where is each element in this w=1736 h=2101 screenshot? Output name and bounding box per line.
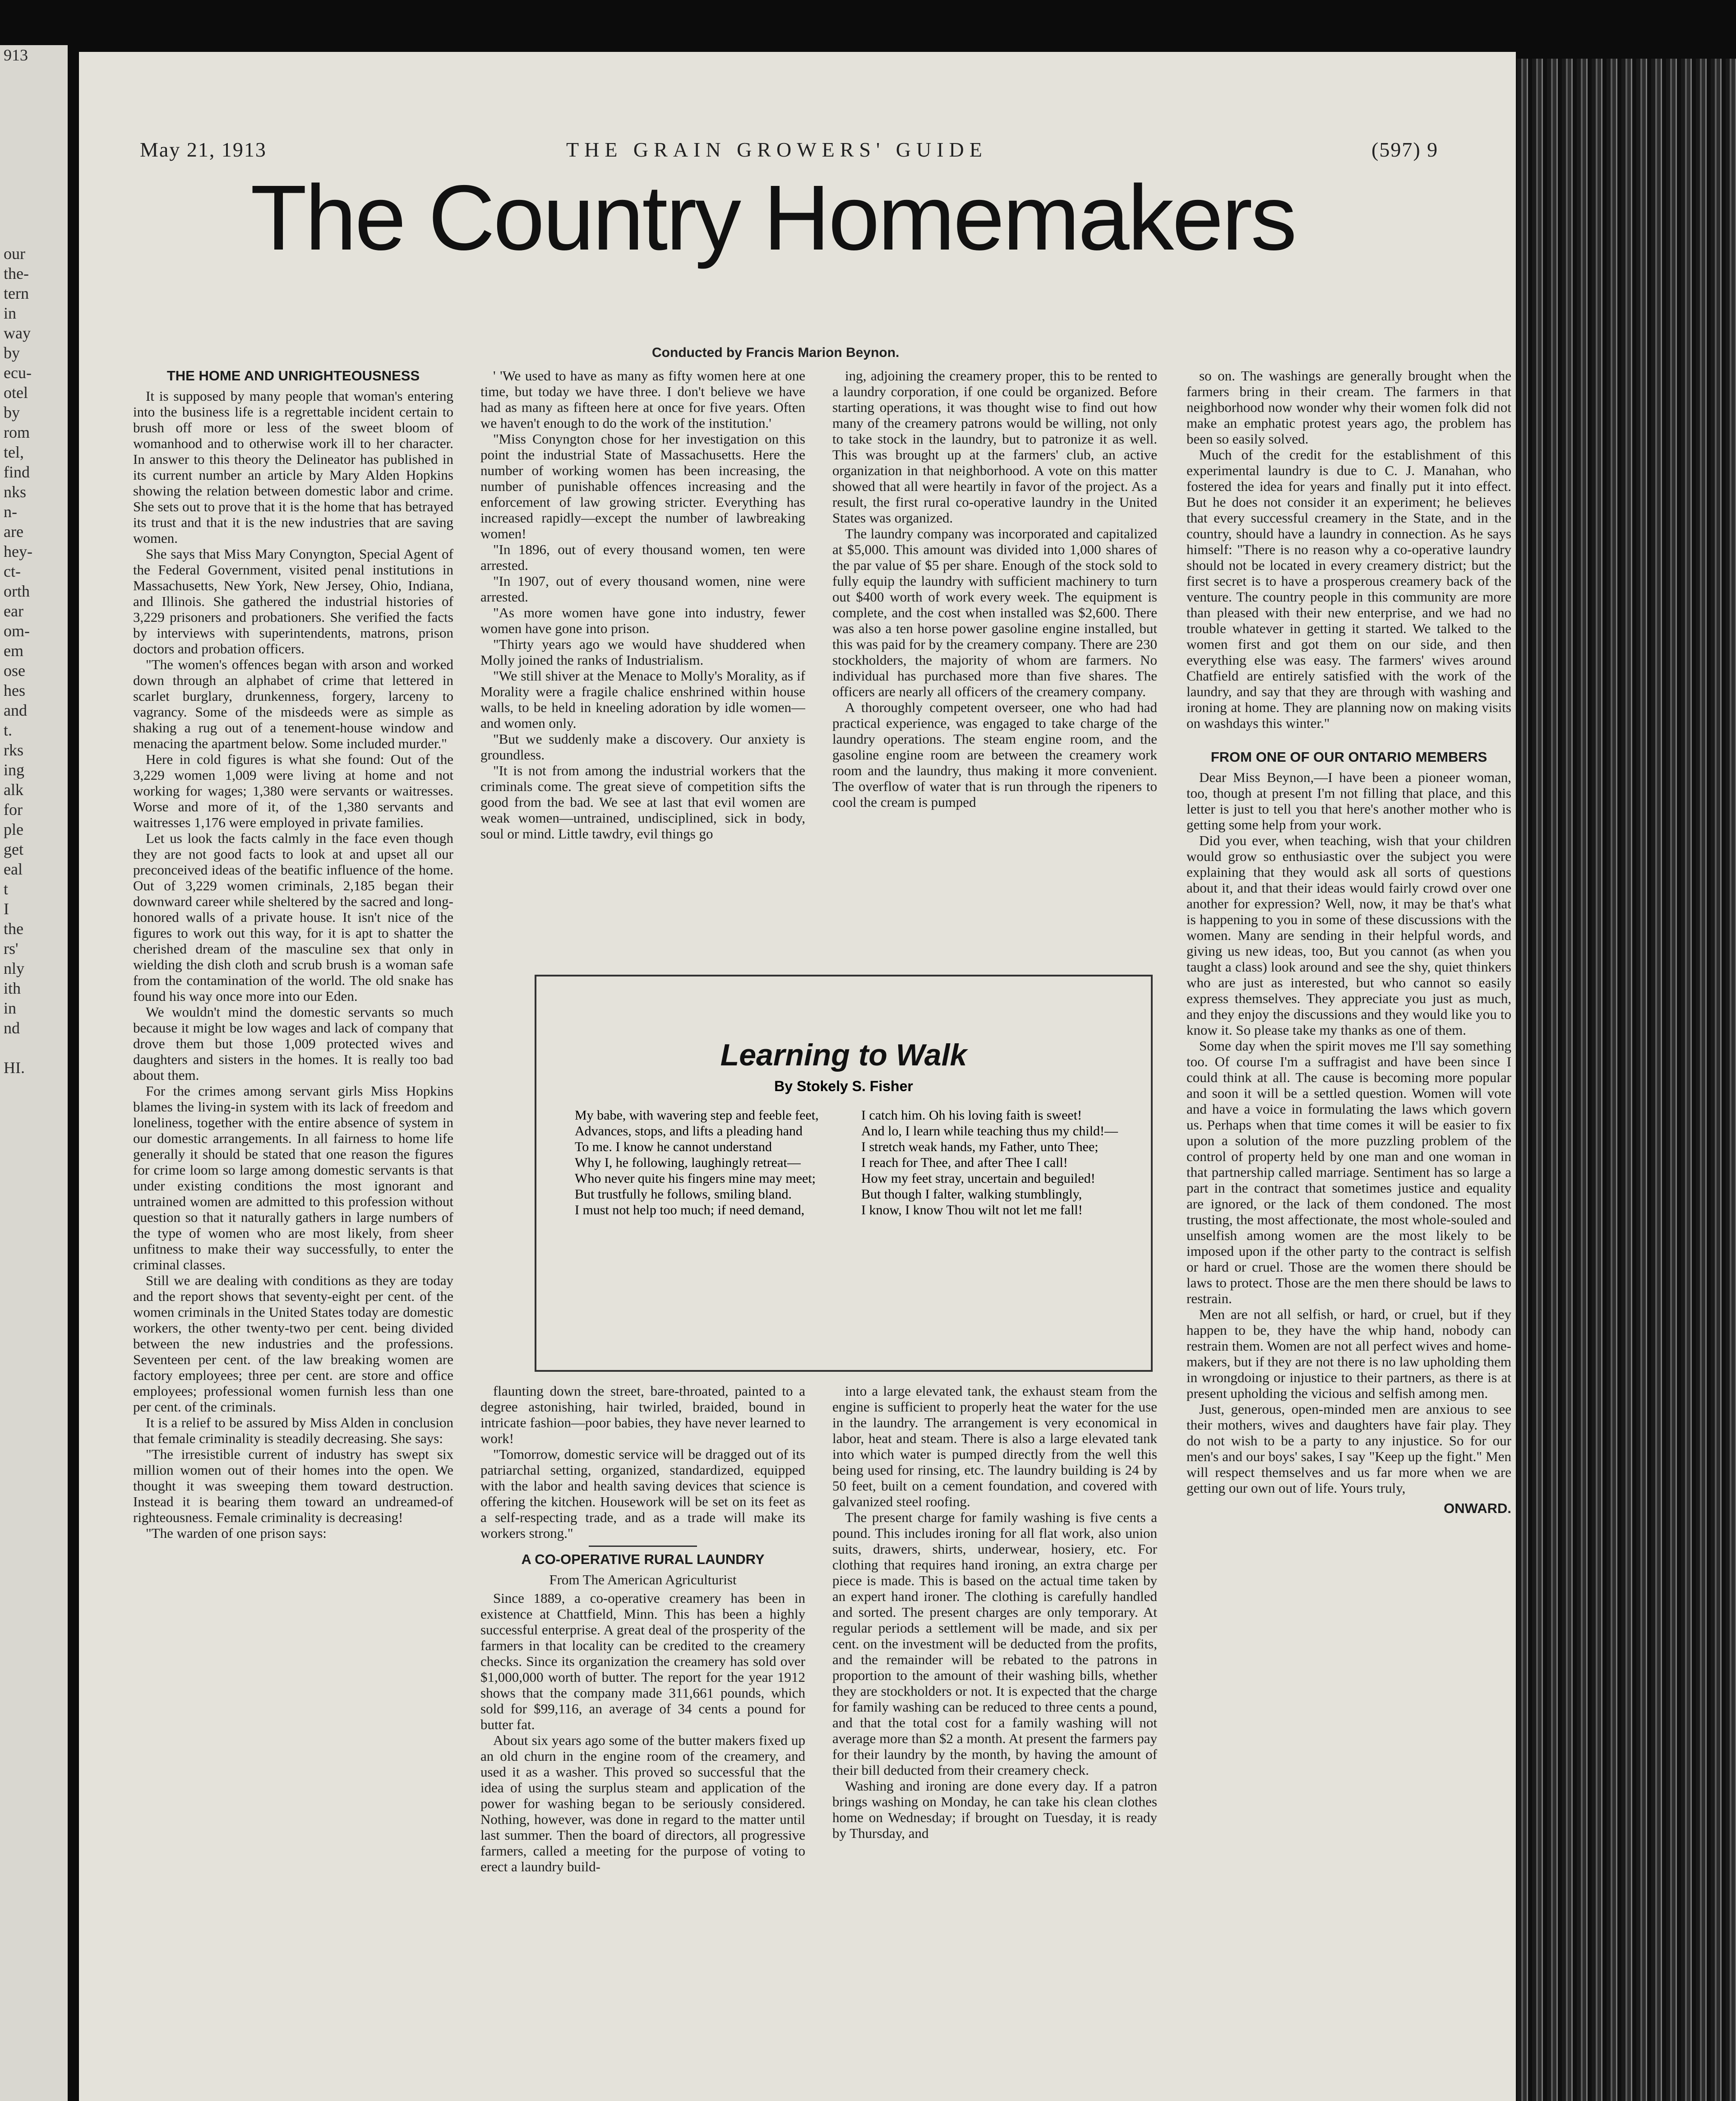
facing-page-fragment: tel, <box>4 443 24 461</box>
paragraph: Still we are dealing with conditions as they are today and the report shows that seventy-eight per cent. of the women criminals in the United States today are domestic workers, the other twenty-two per cent. being divided between the new industries and the professions. Seventeen per cent. of the law breaking women are factory employees; three per cent. are store and office employees; professional women furnish less than one per cent. of the criminals. <box>133 1273 453 1415</box>
facing-page-fragment: t <box>4 880 9 898</box>
poem-line: But trustfully he follows, smiling bland. <box>575 1187 792 1202</box>
facing-page-fragment: in <box>4 999 17 1017</box>
divider <box>589 1546 697 1547</box>
paragraph: "As more women have gone into industry, fewer women have gone into prison. <box>480 605 805 636</box>
poem-line: And lo, I learn while teaching thus my child!— <box>861 1124 1118 1138</box>
facing-page-fragment: by <box>4 344 20 362</box>
paragraph: A thoroughly competent overseer, one who had had practical experience, was engaged to take charge of the laundry operations. The steam engine room, and the gasoline engine room are between the creamery work room and the laundry, thus making it more convenient. The overflow of water that is run through the ripeners to cool the cream is pumped <box>832 699 1157 810</box>
paragraph: Much of the credit for the establishment of this experimental laundry is due to C. J. Manahan, who fostered the idea for years and finally put it into effect. But he does not consider it an experiment; he believes that every successful creamery in the State, and in the country, should have a laundry in connection. As he says himself: "There is no reason why a co-operative laundry should not be located in every creamery district; but the first secret is to have a prosperous creamery back of the venture. The country people in this community are more than pleased with their new enterprise, and we had no trouble whatever in getting it started. We talked to the women first and got them on our side, and then everything else was easy. The farmers' wives around Chatfield are entirely satisfied with the work of the laundry, and say that they are through with washing and ironing at home. They are planning now on making visits on washdays this winter." <box>1187 447 1511 731</box>
paragraph: ing, adjoining the creamery proper, this to be rented to a laundry corporation, if one could be organized. Before starting operations, it was thought wise to find out how many of the creamery patrons would be willing, not only to take stock in the laundry, but to patronize it as well. This was brought up at the farmers' club, an active organization in that neighborhood. A vote on this matter showed that all were heartily in favor of the project. As a result, the first rural co-operative laundry in the United States was organized. <box>832 368 1157 526</box>
paragraph: ' 'We used to have as many as fifty women here at one time, but today we have three. I don't believe we have had as many as fifteen here at once for five years. Often we haven't enough to do the work of the institution.' <box>480 368 805 431</box>
facing-page-fragment: way <box>4 324 31 342</box>
article-body <box>480 1383 805 1541</box>
column-4 <box>1187 368 1511 2092</box>
poem-title: Learning to Walk <box>720 1038 967 1072</box>
column-2-bottom <box>480 1383 805 2092</box>
page-edges <box>1502 59 1736 2101</box>
facing-page-fragment: rom <box>4 423 30 441</box>
section-title: The Country Homemakers <box>250 166 1295 269</box>
facing-page-fragment: I <box>4 900 9 918</box>
page-number: (597) 9 <box>1371 138 1439 161</box>
poem-right-stanza <box>861 1107 1141 1218</box>
article-heading: THE HOME AND UNRIGHTEOUSNESS <box>166 368 420 384</box>
article-body <box>480 368 805 842</box>
paragraph: Did you ever, when teaching, wish that your children would grow so enthusiastic over the subject you were explaining that they would ask all sorts of questions about it, and that their ideas would fairly crowd over one another for expression? Well, now, it may be that's what is happening to you in some of these discussions with the women. Many are sending in their helpful words, and giving us new ideas, too, But you cannot (as when you taught a class) look around and see the shy, quiet thinkers who are just as interested, but who cannot so easily express themselves. They appreciate you just as much, and they enjoy the discussions and they would like you to know it. So please take my thanks as one of them. <box>1187 833 1511 1038</box>
facing-page-fragment: ear <box>4 602 23 620</box>
facing-page-fragment <box>0 164 68 184</box>
poem-line: Why I, he following, laughingly retreat— <box>575 1155 801 1170</box>
paragraph: "We still shiver at the Menace to Molly's Morality, as if Morality were a fragile chalice enshrined within house walls, to be held in kneeling adoration by idle women—and women only. <box>480 668 805 731</box>
article-source: From The American Agriculturist <box>549 1572 737 1587</box>
paragraph: "The irresistible current of industry has swept six million women out of their homes into the open. We thought it was sweeping them toward destruction. Instead it is bearing them toward an undreamed-of righteousness. Female criminality is decreasing! <box>133 1446 453 1525</box>
poem-box <box>535 975 1153 1372</box>
facing-page-fragment: n- <box>4 503 17 521</box>
facing-page-fragment: t. <box>4 721 13 739</box>
facing-page-fragment <box>0 1038 68 1058</box>
poem-line: I reach for Thee, and after Thee I call! <box>861 1155 1068 1170</box>
editor-credit: Conducted by Francis Marion Beynon. <box>652 345 900 360</box>
poem-line: I must not help too much; if need demand, <box>575 1203 805 1217</box>
facing-page-fragment <box>0 105 68 125</box>
paragraph: Men are not all selfish, or hard, or cruel, but if they happen to be, they have the whip hand, nobody can restrain them. Women are not all perfect wives and home-makers, but if they are not there is no law upholding them in wrongdoing or injustice to their partners, as there is at present upholding the vicious and selfish among men. <box>1187 1306 1511 1401</box>
facing-page-fragment: HI. <box>4 1059 25 1077</box>
poem-line: My babe, with wavering step and feeble feet, <box>575 1108 819 1123</box>
paragraph: It is supposed by many people that woman's entering into the business life is a regrettable incident certain to brush off more or less of the sweet bloom of womanhood and to otherwise work ill to her character. In answer to this theory the Delineator has published in its current number an article by Mary Alden Hopkins showing the relation between domestic labor and crime. She sets out to prove that it is the home that has betrayed its trust and that it is the new industries that are saving women. <box>133 388 453 546</box>
paragraph: The laundry company was incorporated and capitalized at $5,000. This amount was divided into 1,000 shares of the par value of $5 per share. Enough of the stock sold to fully equip the laundry with sufficient machinery to turn out $400 worth of work every week. The equipment is complete, and the cost when installed was $2,600. There was also a ten horse power gasoline engine installed, but this was paid for by the creamery company. There are 230 stockholders, the majority of whom are farmers. No individual has purchased more than five shares. The officers are nearly all officers of the creamery company. <box>832 526 1157 699</box>
facing-page-fragment <box>0 125 68 144</box>
facing-page-fragment: for <box>4 801 23 819</box>
facing-page-fragment: rs' <box>4 939 18 958</box>
facing-page-fragment: rks <box>4 741 23 759</box>
facing-page-fragment: get <box>4 840 23 858</box>
facing-page-fragment: ct- <box>4 562 21 580</box>
facing-page-fragment <box>0 65 68 85</box>
facing-page-fragment: alk <box>4 781 23 799</box>
poem-line: I stretch weak hands, my Father, unto Thee; <box>861 1139 1099 1154</box>
poem-line: Who never quite his fingers mine may meet; <box>575 1171 816 1186</box>
facing-page-fragment <box>0 204 68 224</box>
paragraph: Let us look the facts calmly in the face even though they are not good facts to look at and upset all our preconceived ideas of the beatific influence of the home. Out of 3,229 women criminals, 2,185 began their downward career while sheltered by the sacred and long-honored walls of a private house. It isn't nice of the figures to work out this way, for it is apt to shatter the cherished dream of the masculine sex that only in wielding the dish cloth and scrub brush is a woman safe from the contamination of the world. The old snake has found his way once more into our Eden. <box>133 830 453 1004</box>
facing-page-fragment: and <box>4 701 27 719</box>
paragraph: The present charge for family washing is five cents a pound. This includes ironing for all flat work, also union suits, drawers, shirts, underwear, hosiery, etc. For clothing that requires hand ironing, an extra charge per piece is made. This is based on the actual time taken by an expert hand ironer. The clothing is carefully handled and sorted. The present charges are only temporary. At regular periods a settlement will be made, and six per cent. on the investment will be deducted from the profits, and the remainder will be rebated to the patrons in proportion to the amount of their washing bills, whether they are stockholders or not. It is expected that the charge for family washing can be reduced to three cents a pound, and that the total cost for a family washing will not average more than $2 a month. At present the farmers pay for their laundry by the month, by having the amount of their bill deducted from their creamery check. <box>832 1509 1157 1778</box>
article-body <box>832 1383 1157 1841</box>
facing-page-fragment: ecu- <box>4 364 32 382</box>
facing-page-fragment: hes <box>4 681 25 699</box>
paragraph: About six years ago some of the butter makers fixed up an old churn in the engine room of the creamery, and used it as a washer. This proved so successful that the idea of using the surplus steam and application of the power for washing began to be seriously considered. Nothing, however, was done in regard to the matter until last summer. Then the board of directors, all progressive farmers, called a meeting for the purpose of voting to erect a laundry build- <box>480 1732 805 1874</box>
article-heading: A CO-OPERATIVE RURAL LAUNDRY <box>521 1551 765 1567</box>
paragraph: Some day when the spirit moves me I'll say something too. Of course I'm a suffragist and have been since I could think at all. The cause is becoming more popular and soon it will be a settled question. Women will vote and have a voice in formulating the laws which govern us. Perhaps when that time comes it will be easier to fix upon a solution of the more puzzling problem of the control of property held by one man and one woman in that partnership called marriage. Sentiment has so large a part in the contract that sometimes justice and equality are ignored, or the lack of them condoned. The most trusting, the most affectionate, the most whole-souled and unselfish among women are the most likely to be imposed upon if the other party to the contract is selfish or hard or cruel. Those are the women there should be laws to protect. Those are the men there should be laws to restrain. <box>1187 1038 1511 1306</box>
facing-page-fragment: are <box>4 523 23 541</box>
paragraph: Just, generous, open-minded men are anxious to see their mothers, wives and daughters have fair play. They do not wish to be a party to any injustice. So for our men's and our boys' sakes, I say "Keep up the fight." Men will respect themselves and us far more when we are getting our own out of life. Yours truly, <box>1187 1401 1511 1496</box>
paragraph: so on. The washings are generally brought when the farmers bring in their cream. The farmers in that neighborhood now wonder why their women folk did not make an emphatic protest years ago, the problem has been so easily solved. <box>1187 368 1511 447</box>
letter-heading: FROM ONE OF OUR ONTARIO MEMBERS <box>1210 749 1487 765</box>
article-body <box>832 368 1157 810</box>
paragraph: It is a relief to be assured by Miss Alden in conclusion that female criminality is steadily decreasing. She says: <box>133 1415 453 1446</box>
facing-page-sliver <box>0 45 68 2101</box>
facing-page-fragment: find <box>4 463 30 481</box>
paragraph: "In 1907, out of every thousand women, nine were arrested. <box>480 573 805 605</box>
facing-page-fragment: 913 <box>4 46 28 64</box>
facing-page-fragment: nks <box>4 483 27 501</box>
paragraph: into a large elevated tank, the exhaust steam from the engine is sufficient to properly heat the water for the use in the laundry. The arrangement is very economical in labor, heat and steam. There is also a large elevated tank into which water is pumped directly from the well this being used for rinsing, etc. The laundry building is 24 by 50 feet, built on a cement foundation, and covered with galvanized steel roofing. <box>832 1383 1157 1509</box>
column-2-top <box>480 368 805 963</box>
facing-page-fragment: by <box>4 403 20 421</box>
facing-page-fragment <box>0 224 68 244</box>
facing-page-fragment <box>0 144 68 164</box>
column-1 <box>133 368 453 2092</box>
poem-line: I know, I know Thou wilt not let me fall! <box>861 1203 1083 1217</box>
paper-name: THE GRAIN GROWERS' GUIDE <box>566 138 988 161</box>
letter-signature: ONWARD. <box>1444 1500 1511 1516</box>
facing-page-fragment: ose <box>4 662 25 680</box>
facing-page-fragment: nly <box>4 959 25 977</box>
paragraph: She says that Miss Mary Conyngton, Special Agent of the Federal Government, visited penal institutions in Massachusetts, New York, New Jersey, Ohio, Indiana, and Illinois. She gathered the industrial histories of 3,229 prisoners and probationers. She verified the facts by interviews with superintendents, matrons, prison doctors and probation officers. <box>133 546 453 657</box>
poem-author: By Stokely S. Fisher <box>774 1078 913 1094</box>
facing-page-fragment: our <box>4 245 25 263</box>
facing-page-fragment: ing <box>4 761 25 779</box>
facing-page-fragment: om- <box>4 622 30 640</box>
facing-page-fragment: otel <box>4 384 28 402</box>
paragraph: "The warden of one prison says: <box>146 1525 327 1541</box>
article-body <box>133 388 453 1541</box>
letter-body <box>1187 769 1511 1496</box>
paragraph: flaunting down the street, bare-throated, painted to a degree astonishing, hair twirled, braided, bound in intricate fashion—poor babies, they have never learned to work! <box>480 1383 805 1446</box>
article-body <box>480 1590 805 1874</box>
paragraph: "The women's offences began with arson and worked down through an alphabet of crime that lettered in scarlet burglary, drunkenness, forgery, larceny to vagrancy. Some of the misdeeds were as simple as shaking a rug out of a tenement-house window and menacing the apartment below. Some included murder." <box>133 657 453 751</box>
paragraph: Dear Miss Beynon,—I have been a pioneer woman, too, though at present I'm not filling that place, and this letter is just to tell you that here's another mother who is getting some help from your work. <box>1187 769 1511 833</box>
paragraph: "Tomorrow, domestic service will be dragged out of its patriarchal setting, organized, standardized, equipped with the labor and health saving devices that science is offering the kitchen. Housework will be set on its feet as a self-respecting trade, and as a trade will make its workers strong." <box>480 1446 805 1541</box>
facing-page-fragment: nd <box>4 1019 20 1037</box>
poem-line: Advances, stops, and lifts a pleading hand <box>575 1124 803 1138</box>
facing-page-fragment: ith <box>4 979 21 997</box>
facing-page-fragment: ple <box>4 820 23 838</box>
article-body <box>1187 368 1511 731</box>
facing-page-fragment: in <box>4 304 17 322</box>
paragraph: "But we suddenly make a discovery. Our anxiety is groundless. <box>480 731 805 763</box>
facing-page-fragment: hey- <box>4 542 32 560</box>
paragraph: "It is not from among the industrial workers that the criminals come. The great sieve of competition sifts the good from the bad. We see at last that evil women are weak women—untrained, undisciplined, sick in body, soul or mind. Little tawdry, evil things go <box>480 763 805 842</box>
poem-line: But though I falter, walking stumblingly, <box>861 1187 1082 1202</box>
poem-line: I catch him. Oh his loving faith is sweet! <box>861 1108 1082 1123</box>
facing-page-fragment: tern <box>4 284 29 302</box>
facing-page-fragment: eal <box>4 860 23 878</box>
paragraph: Washing and ironing are done every day. If a patron brings washing on Monday, he can take his clean clothes home on Wednesday; if brought on Tuesday, it is ready by Thursday, and <box>832 1778 1157 1841</box>
facing-page-fragment: orth <box>4 582 30 600</box>
newspaper-page <box>79 52 1516 2101</box>
paragraph: "Miss Conyngton chose for her investigation on this point the industrial State of Massachusetts. Here the number of working women has been increasing, the number of punishable offences increasing and the enforcement of law growing stricter. Everything has increased rapidly—except the number of lawbreaking women! <box>480 431 805 541</box>
column-3-bottom <box>832 1383 1157 2092</box>
paragraph: Since 1889, a co-operative creamery has been in existence at Chattfield, Minn. This has been a highly successful enterprise. A great deal of the prosperity of the farmers in that locality can be credited to the creamery checks. Since its organization the creamery has sold over $1,000,000 worth of butter. The report for the year 1912 shows that the company made 311,661 pounds, which sold for $99,116, an average of 34 cents a pound for butter fat. <box>480 1590 805 1732</box>
facing-page-fragment: em <box>4 642 23 660</box>
facing-page-fragment: the <box>4 920 23 938</box>
paragraph: Here in cold figures is what she found: Out of the 3,229 women 1,009 were living at home and not working for wages; 1,380 were servants or waitresses. Worse and more of it, of the 1,380 servants and waitresses 1,176 were employed in private families. <box>133 751 453 830</box>
paragraph: "Thirty years ago we would have shuddered when Molly joined the ranks of Industrialism. <box>480 636 805 668</box>
column-3-top <box>832 368 1157 963</box>
issue-date: May 21, 1913 <box>140 138 267 161</box>
facing-page-fragment: the- <box>4 264 29 282</box>
poem-line: How my feet stray, uncertain and beguiled! <box>861 1171 1095 1186</box>
poem-line: To me. I know he cannot understand <box>575 1139 772 1154</box>
paragraph: For the crimes among servant girls Miss Hopkins blames the living-in system with its lack of freedom and loneliness, together with the entire absence of system in our domestic arrangements. In all fairness to home life generally it should be stated that one reason the figures for crime loom so large among domestic servants is that under existing conditions the most ignorant and untrained women are admitted to this profession without question so that it naturally gathers in large numbers of the type of women who are most likely, from sheer unfitness to make their way successfully, to enter the criminal classes. <box>133 1083 453 1273</box>
paragraph: We wouldn't mind the domestic servants so much because it might be low wages and lack of company that drove them but those 1,009 protected wives and daughters and sisters in the homes. It is really too bad about them. <box>133 1004 453 1083</box>
facing-page-fragment <box>0 184 68 204</box>
poem-left-stanza <box>575 1107 854 1218</box>
paragraph: "In 1896, out of every thousand women, ten were arrested. <box>480 541 805 573</box>
facing-page-fragment <box>0 85 68 105</box>
